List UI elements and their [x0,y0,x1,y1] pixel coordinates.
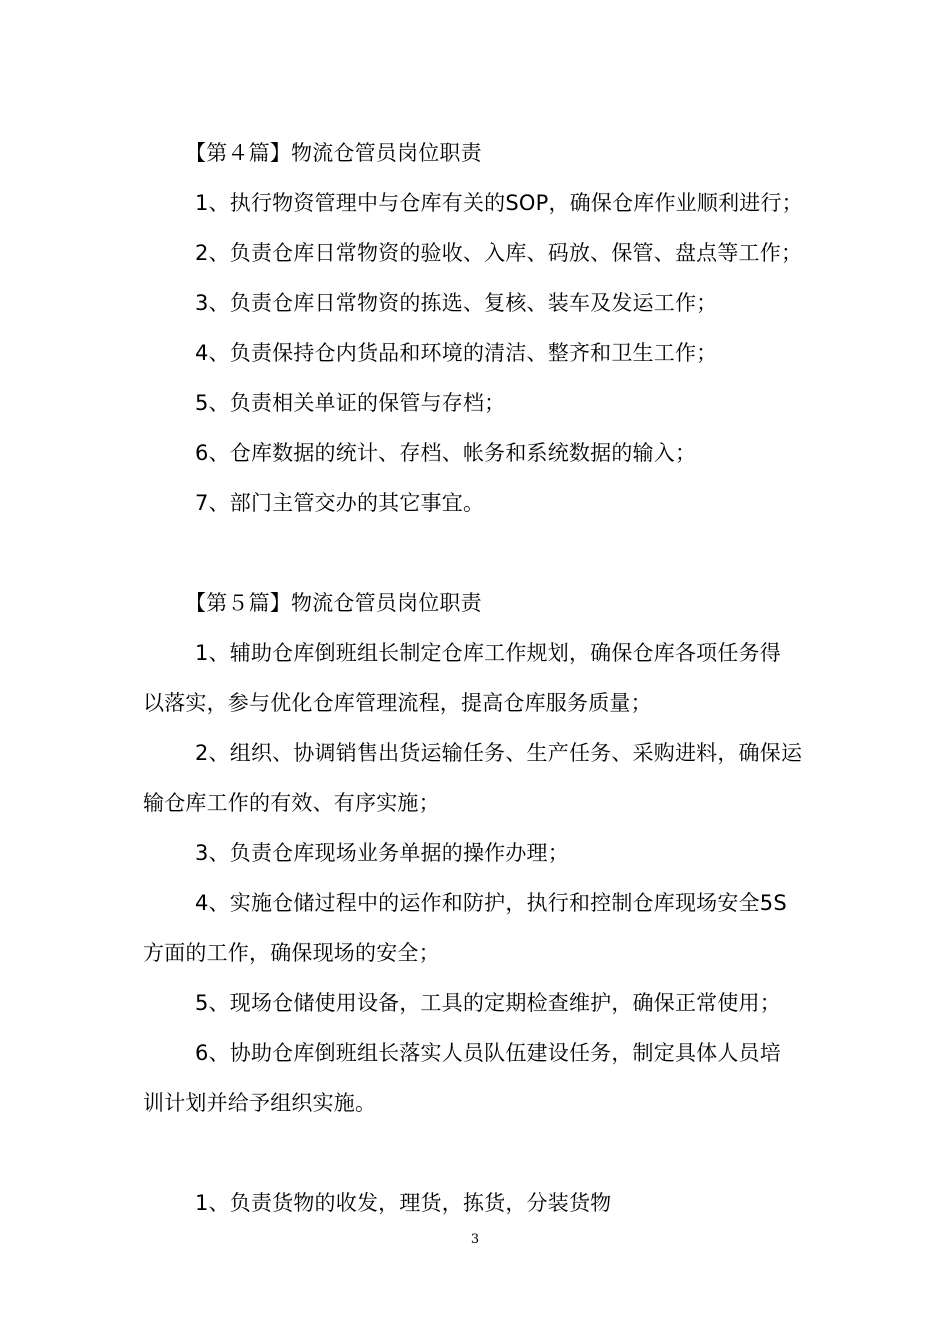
section-4-item-6: 6、仓库数据的统计、存档、帐务和系统数据的输入； [195,441,697,465]
section-4-item-1: 1、执行物资管理中与仓库有关的SOP，确保仓库作业顺利进行； [195,191,803,215]
section-4-item-2: 2、负责仓库日常物资的验收、入库、码放、保管、盘点等工作； [195,241,803,265]
section-spacer [143,1128,823,1178]
document-body [143,128,823,1228]
section-5-item-6-line-1: 6、协助仓库倒班组长落实人员队伍建设任务，制定具体人员培 [195,1041,781,1065]
section-5-item-2-line-1: 2、组织、协调销售出货运输任务、生产任务、采购进料，确保运 [195,741,803,765]
section-5-heading: 【第５篇】物流仓管员岗位职责 [185,591,482,615]
section-5-item-4-line-2: 方面的工作，确保现场的安全； [143,941,440,965]
section-4-item-3: 3、负责仓库日常物资的拣选、复核、装车及发运工作； [195,291,718,315]
section-5-item-6-line-2: 训计划并给予组织实施。 [143,1091,377,1115]
section-5-item-1-line-1: 1、辅助仓库倒班组长制定仓库工作规划，确保仓库各项任务得 [195,641,781,665]
section-6-item-1: 1、负责货物的收发，理货，拣货，分装货物 [195,1191,612,1215]
section-5-item-5: 5、现场仓储使用设备，工具的定期检查维护，确保正常使用； [195,991,781,1015]
section-5-item-4-line-1: 4、实施仓储过程中的运作和防护，执行和控制仓库现场安全5S [195,891,787,915]
section-4-item-7: 7、部门主管交办的其它事宜。 [195,491,485,515]
section-5-item-3: 3、负责仓库现场业务单据的操作办理； [195,841,569,865]
section-spacer [143,528,823,578]
section-5-item-2-line-2: 输仓库工作的有效、有序实施； [143,791,440,815]
section-4-heading: 【第４篇】物流仓管员岗位职责 [185,141,482,165]
section-4-item-4: 4、负责保持仓内货品和环境的清洁、整齐和卫生工作； [195,341,718,365]
page-number: 3 [470,1232,480,1247]
section-5-item-1-line-2: 以落实，参与优化仓库管理流程，提高仓库服务质量； [143,691,652,715]
section-4-item-5: 5、负责相关单证的保管与存档； [195,391,506,415]
